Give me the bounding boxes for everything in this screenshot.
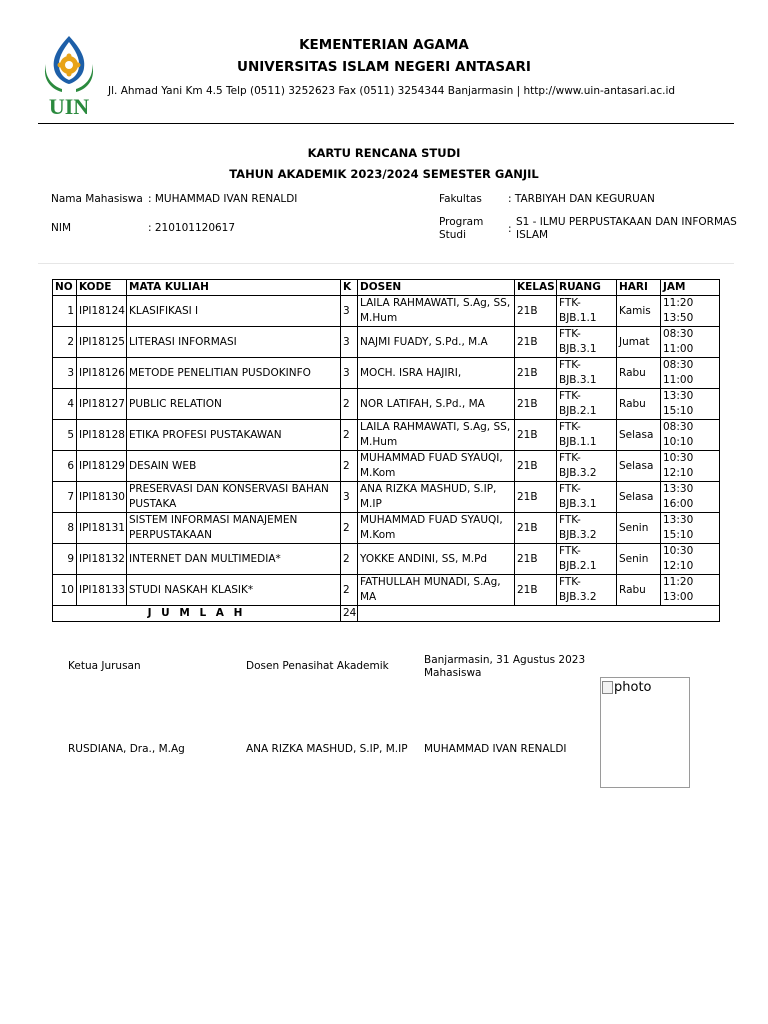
nim-value: : 210101120617 (148, 222, 236, 234)
cell-dosen-text: M.Kom (360, 467, 396, 479)
cell-hari (617, 296, 661, 327)
cell-jam-text: 16:00 (663, 498, 694, 510)
cell-dosen-text: FATHULLAH MUNADI, S.Ag, (360, 576, 501, 588)
cell-k (341, 544, 358, 575)
cell-mata-kuliah-text: PERPUSTAKAAN (129, 529, 212, 541)
cell-no-text: 4 (67, 397, 74, 410)
cell-kelas (515, 482, 557, 513)
cell-jam-text: 11:00 (663, 374, 694, 386)
cell-mata-kuliah (127, 575, 341, 606)
cell-kelas (515, 544, 557, 575)
cell-kode-text: IPI18125 (79, 335, 125, 348)
cell-kelas (515, 327, 557, 358)
cell-kelas-text: 21B (517, 397, 538, 410)
cell-k-text: 2 (343, 459, 350, 472)
cell-dosen-text: ANA RIZKA MASHUD, S.IP, (360, 483, 497, 495)
cell-dosen (358, 513, 515, 544)
col-header-hari: HARI (617, 280, 661, 296)
cell-no-text: 7 (67, 490, 74, 503)
cell-kode (77, 358, 127, 389)
cell-jam-text: 12:10 (663, 560, 694, 572)
cell-dosen-text: MUHAMMAD FUAD SYAUQI, (360, 514, 503, 526)
cell-hari-text: Kamis (619, 304, 651, 317)
cell-ruang-text: FTK- (559, 328, 581, 340)
university-address: Jl. Ahmad Yani Km 4.5 Telp (0511) 3252623 Fax (0511) 3254344 Banjarmasin | http://www.uin-antasari.ac.id (108, 85, 676, 97)
cell-kode-text: IPI18126 (79, 366, 125, 379)
cell-k-text: 2 (343, 552, 350, 565)
cell-ruang-text: BJB.3.1 (559, 498, 597, 510)
cell-jam-text: 13:30 (663, 483, 694, 495)
cell-jam (661, 575, 720, 606)
cell-jam-text: 10:10 (663, 436, 694, 448)
col-header-jam: JAM (661, 280, 720, 296)
cell-kode-text: IPI18131 (79, 521, 125, 534)
total-filler (358, 606, 720, 622)
cell-no (53, 544, 77, 575)
cell-hari-text: Rabu (619, 397, 646, 410)
cell-ruang-text: BJB.1.1 (559, 312, 597, 324)
cell-jam-text: 08:30 (663, 421, 694, 433)
cell-dosen (358, 544, 515, 575)
table-row (53, 544, 720, 575)
cell-no (53, 389, 77, 420)
cell-kelas-text: 21B (517, 490, 538, 503)
cell-mata-kuliah-text: ETIKA PROFESI PUSTAKAWAN (129, 428, 282, 441)
document-subtitle: TAHUN AKADEMIK 2023/2024 SEMESTER GANJIL (229, 167, 539, 181)
student-photo (600, 677, 690, 788)
program-value-line1: S1 - ILMU PERPUSTAKAAN DAN INFORMAS (516, 216, 737, 228)
cell-ruang-text: BJB.3.2 (559, 467, 597, 479)
cell-jam-text: 15:10 (663, 405, 694, 417)
cell-kode-text: IPI18132 (79, 552, 125, 565)
cell-no-text: 3 (67, 366, 74, 379)
cell-mata-kuliah-text: DESAIN WEB (129, 459, 197, 472)
program-label-line1: Program (439, 216, 484, 228)
cell-no (53, 575, 77, 606)
cell-no (53, 327, 77, 358)
cell-no (53, 451, 77, 482)
cell-dosen-text: LAILA RAHMAWATI, S.Ag, SS, (360, 297, 511, 309)
cell-ruang-text: BJB.3.1 (559, 374, 597, 386)
cell-k (341, 327, 358, 358)
cell-jam (661, 513, 720, 544)
cell-jam (661, 296, 720, 327)
cell-kode (77, 575, 127, 606)
cell-jam-text: 13:50 (663, 312, 694, 324)
cell-dosen (358, 420, 515, 451)
program-label (439, 216, 483, 242)
cell-ruang (557, 482, 617, 513)
cell-kelas (515, 420, 557, 451)
cell-jam-text: 11:00 (663, 343, 694, 355)
cell-jam (661, 544, 720, 575)
cell-dosen (358, 358, 515, 389)
total-label: J U M L A H (53, 606, 341, 622)
cell-jam (661, 420, 720, 451)
cell-jam-text: 11:20 (663, 576, 694, 588)
place-date: Banjarmasin, 31 Agustus 2023 (424, 654, 586, 666)
cell-kode (77, 482, 127, 513)
cell-jam-text: 15:10 (663, 529, 694, 541)
cell-hari-text: Senin (619, 521, 649, 534)
cell-kode-text: IPI18127 (79, 397, 125, 410)
cell-jam (661, 482, 720, 513)
cell-dosen-text: NOR LATIFAH, S.Pd., MA (360, 397, 485, 410)
course-table (52, 279, 720, 622)
photo-alt-text: photo (614, 680, 652, 695)
cell-hari (617, 358, 661, 389)
head-of-department-name: RUSDIANA, Dra., M.Ag (68, 743, 185, 755)
cell-kelas-text: 21B (517, 552, 538, 565)
cell-kode (77, 420, 127, 451)
program-value (516, 216, 737, 242)
cell-k-text: 2 (343, 521, 350, 534)
cell-kelas-text: 21B (517, 428, 538, 441)
cell-kode (77, 296, 127, 327)
cell-kode (77, 451, 127, 482)
cell-kelas-text: 21B (517, 366, 538, 379)
cell-no-text: 8 (67, 521, 74, 534)
header-divider (38, 123, 734, 124)
cell-dosen (358, 389, 515, 420)
cell-k-text: 2 (343, 428, 350, 441)
cell-ruang (557, 513, 617, 544)
cell-ruang (557, 327, 617, 358)
cell-hari-text: Senin (619, 552, 649, 565)
document-title: KARTU RENCANA STUDI (307, 146, 461, 160)
cell-kode (77, 544, 127, 575)
col-header-ruang: RUANG (557, 280, 617, 296)
cell-jam (661, 451, 720, 482)
cell-hari-text: Rabu (619, 583, 646, 596)
cell-k-text: 3 (343, 304, 350, 317)
cell-dosen-text: MUHAMMAD FUAD SYAUQI, (360, 452, 503, 464)
info-divider (38, 263, 734, 264)
cell-dosen-text: MOCH. ISRA HAJIRI, (360, 366, 462, 379)
cell-dosen-text: MA (360, 591, 377, 603)
cell-mata-kuliah-text: STUDI NASKAH KLASIK* (129, 583, 254, 596)
cell-ruang-text: BJB.2.1 (559, 405, 597, 417)
cell-dosen-text: YOKKE ANDINI, SS, M.Pd (360, 552, 488, 565)
cell-mata-kuliah-text: LITERASI INFORMASI (129, 335, 237, 348)
cell-k-text: 2 (343, 583, 350, 596)
cell-k (341, 482, 358, 513)
cell-dosen-text: M.Kom (360, 529, 396, 541)
cell-jam (661, 389, 720, 420)
cell-jam-text: 13:00 (663, 591, 694, 603)
cell-hari-text: Jumat (619, 335, 650, 348)
cell-kode-text: IPI18130 (79, 490, 125, 503)
cell-dosen-text: M.Hum (360, 436, 398, 448)
cell-no-text: 9 (67, 552, 74, 565)
cell-hari (617, 389, 661, 420)
cell-ruang-text: BJB.3.2 (559, 529, 597, 541)
cell-mata-kuliah-text: METODE PENELITIAN PUSDOKINFO (129, 366, 311, 379)
cell-kode (77, 513, 127, 544)
table-row (53, 575, 720, 606)
col-header-kelas: KELAS (515, 280, 557, 296)
cell-ruang (557, 451, 617, 482)
logo-text: UIN (48, 94, 90, 118)
program-value-line2: ISLAM (516, 229, 549, 241)
cell-k-text: 2 (343, 397, 350, 410)
cell-kode (77, 327, 127, 358)
nim-label: NIM (51, 222, 72, 234)
table-row (53, 358, 720, 389)
cell-k (341, 451, 358, 482)
cell-kelas (515, 513, 557, 544)
cell-hari-text: Selasa (619, 490, 654, 503)
col-header-k: K (341, 280, 358, 296)
total-row (53, 606, 720, 622)
cell-dosen (358, 451, 515, 482)
cell-k-text: 3 (343, 335, 350, 348)
cell-k (341, 296, 358, 327)
table-row (53, 296, 720, 327)
cell-ruang (557, 296, 617, 327)
cell-kode (77, 389, 127, 420)
cell-ruang (557, 358, 617, 389)
academic-advisor-name: ANA RIZKA MASHUD, S.IP, M.IP (246, 743, 408, 755)
cell-kelas (515, 296, 557, 327)
cell-mata-kuliah (127, 358, 341, 389)
cell-mata-kuliah (127, 327, 341, 358)
cell-jam-text: 13:30 (663, 514, 694, 526)
ministry-title: KEMENTERIAN AGAMA (299, 37, 469, 53)
cell-kelas (515, 389, 557, 420)
cell-dosen (358, 575, 515, 606)
broken-image-icon (602, 681, 613, 694)
cell-ruang-text: FTK- (559, 359, 581, 371)
cell-ruang-text: BJB.2.1 (559, 560, 597, 572)
cell-ruang-text: FTK- (559, 545, 581, 557)
cell-ruang-text: FTK- (559, 483, 581, 495)
table-row (53, 482, 720, 513)
student-signature-label: Mahasiswa (424, 667, 482, 679)
cell-dosen (358, 482, 515, 513)
cell-kelas-text: 21B (517, 583, 538, 596)
cell-kelas-text: 21B (517, 304, 538, 317)
cell-ruang-text: FTK- (559, 576, 581, 588)
col-header-no: NO (53, 280, 77, 296)
cell-kode-text: IPI18133 (79, 583, 125, 596)
cell-ruang-text: FTK- (559, 514, 581, 526)
photo-placeholder (602, 680, 652, 695)
cell-k (341, 389, 358, 420)
cell-kelas-text: 21B (517, 459, 538, 472)
cell-no-text: 1 (67, 304, 74, 317)
cell-kelas-text: 21B (517, 335, 538, 348)
table-row (53, 451, 720, 482)
cell-jam-text: 10:30 (663, 452, 694, 464)
cell-hari (617, 575, 661, 606)
cell-ruang-text: BJB.3.2 (559, 591, 597, 603)
total-value: 24 (341, 606, 358, 622)
table-row (53, 327, 720, 358)
cell-jam-text: 12:10 (663, 467, 694, 479)
cell-no (53, 358, 77, 389)
cell-jam-text: 08:30 (663, 328, 694, 340)
cell-k-text: 3 (343, 490, 350, 503)
student-signature-name: MUHAMMAD IVAN RENALDI (424, 743, 567, 755)
cell-jam-text: 11:20 (663, 297, 694, 309)
cell-k-text: 3 (343, 366, 350, 379)
col-header-kode: KODE (77, 280, 127, 296)
cell-mata-kuliah-text: KLASIFIKASI I (129, 304, 199, 317)
cell-mata-kuliah (127, 544, 341, 575)
table-row (53, 420, 720, 451)
cell-jam (661, 327, 720, 358)
col-header-mata-kuliah: MATA KULIAH (127, 280, 341, 296)
cell-mata-kuliah-text: SISTEM INFORMASI MANAJEMEN (129, 514, 298, 526)
cell-hari (617, 420, 661, 451)
cell-kode-text: IPI18129 (79, 459, 125, 472)
faculty-value: : TARBIYAH DAN KEGURUAN (508, 193, 655, 205)
cell-kelas (515, 451, 557, 482)
cell-kode-text: IPI18128 (79, 428, 125, 441)
cell-jam-text: 08:30 (663, 359, 694, 371)
cell-hari-text: Selasa (619, 428, 654, 441)
cell-mata-kuliah-text: PUBLIC RELATION (129, 397, 222, 410)
university-title: UNIVERSITAS ISLAM NEGERI ANTASARI (237, 59, 531, 75)
cell-jam-text: 10:30 (663, 545, 694, 557)
table-header-row (53, 280, 720, 296)
cell-kelas (515, 358, 557, 389)
cell-no (53, 513, 77, 544)
academic-advisor-label: Dosen Penasihat Akademik (246, 660, 389, 672)
cell-ruang-text: FTK- (559, 452, 581, 464)
faculty-label: Fakultas (439, 193, 482, 205)
cell-hari (617, 451, 661, 482)
cell-ruang (557, 575, 617, 606)
student-name-value: : MUHAMMAD IVAN RENALDI (148, 193, 298, 205)
cell-hari-text: Rabu (619, 366, 646, 379)
cell-no-text: 5 (67, 428, 74, 441)
cell-kelas-text: 21B (517, 521, 538, 534)
cell-ruang-text: BJB.3.1 (559, 343, 597, 355)
cell-mata-kuliah-text: PRESERVASI DAN KONSERVASI BAHAN (129, 483, 329, 495)
cell-dosen (358, 327, 515, 358)
cell-mata-kuliah (127, 420, 341, 451)
cell-no (53, 296, 77, 327)
cell-ruang-text: BJB.1.1 (559, 436, 597, 448)
cell-dosen-text: M.Hum (360, 312, 398, 324)
cell-hari (617, 544, 661, 575)
cell-no-text: 2 (67, 335, 74, 348)
cell-ruang (557, 544, 617, 575)
cell-dosen-text: NAJMI FUADY, S.Pd., M.A (360, 335, 488, 348)
cell-mata-kuliah (127, 389, 341, 420)
cell-ruang-text: FTK- (559, 390, 581, 402)
cell-hari (617, 327, 661, 358)
cell-no-text: 6 (67, 459, 74, 472)
cell-mata-kuliah (127, 451, 341, 482)
cell-ruang (557, 389, 617, 420)
cell-k (341, 358, 358, 389)
cell-hari-text: Selasa (619, 459, 654, 472)
table-body (53, 296, 720, 606)
cell-ruang-text: FTK- (559, 421, 581, 433)
cell-mata-kuliah (127, 296, 341, 327)
cell-hari (617, 513, 661, 544)
cell-kelas (515, 575, 557, 606)
cell-no-text: 10 (60, 583, 74, 596)
cell-ruang (557, 420, 617, 451)
cell-mata-kuliah (127, 513, 341, 544)
cell-mata-kuliah (127, 482, 341, 513)
cell-kode-text: IPI18124 (79, 304, 125, 317)
cell-jam-text: 13:30 (663, 390, 694, 402)
cell-dosen-text: LAILA RAHMAWATI, S.Ag, SS, (360, 421, 511, 433)
cell-ruang-text: FTK- (559, 297, 581, 309)
cell-mata-kuliah-text: PUSTAKA (129, 498, 177, 510)
cell-no (53, 420, 77, 451)
cell-dosen-text: M.IP (360, 498, 382, 510)
table-row (53, 389, 720, 420)
cell-k (341, 575, 358, 606)
student-name-label: Nama Mahasiswa (51, 193, 143, 205)
cell-no (53, 482, 77, 513)
program-label-line2: Studi (439, 229, 467, 241)
cell-hari (617, 482, 661, 513)
cell-jam (661, 358, 720, 389)
program-colon: : (508, 223, 512, 235)
head-of-department-label: Ketua Jurusan (68, 660, 141, 672)
cell-mata-kuliah-text: INTERNET DAN MULTIMEDIA* (129, 552, 281, 565)
cell-dosen (358, 296, 515, 327)
cell-k (341, 420, 358, 451)
col-header-dosen: DOSEN (358, 280, 515, 296)
table-row (53, 513, 720, 544)
cell-k (341, 513, 358, 544)
